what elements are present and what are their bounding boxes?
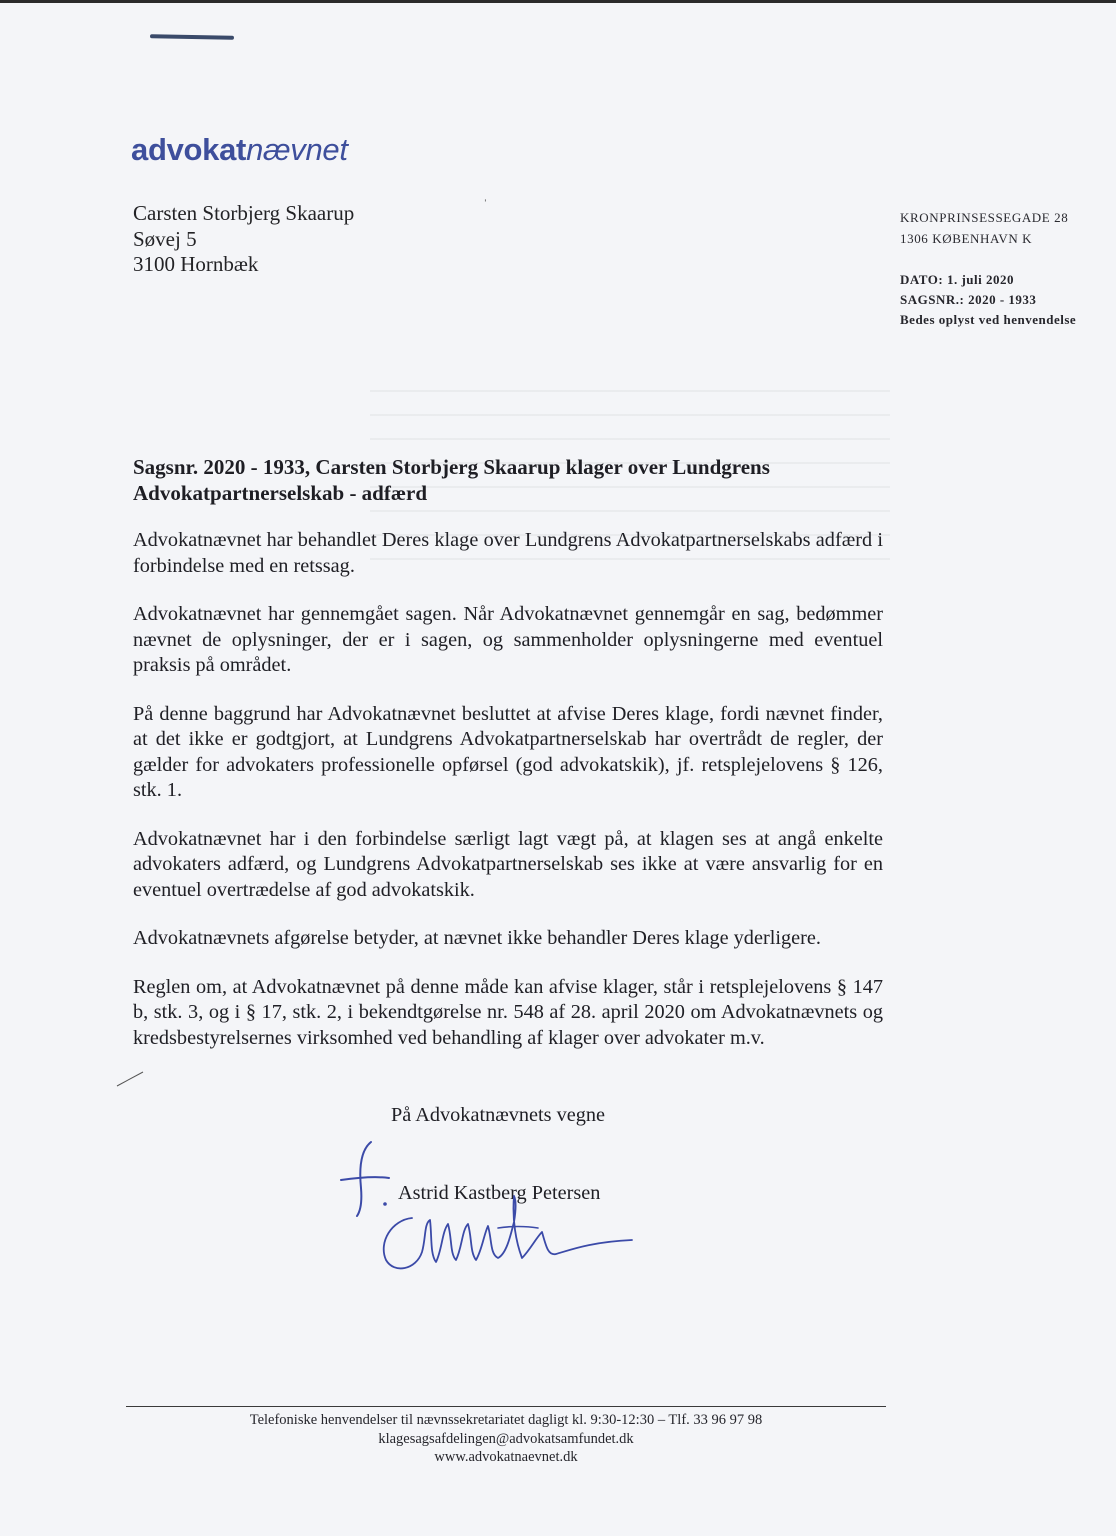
handwritten-signature (370, 1180, 640, 1290)
scan-mark (150, 34, 234, 39)
recipient-street: Søvej 5 (133, 226, 197, 251)
subject-line-1: Sagsnr. 2020 - 1933, Carsten Storbjerg Skaarup klager over Lundgrens (133, 455, 770, 479)
body-paragraph: Advokatnævnet har i den forbindelse særligt lagt vægt på, at klagen ses at angå enkelte advokaters adfærd, og Lundgrens Advokatpartnerselskab ses ikke at være ansvarlig for en eventuel overtrædelse af god advokatskik. (133, 827, 883, 901)
reference-note: Bedes oplyst ved henvendelse (900, 312, 1077, 327)
letter-date: DATO: 1. juli 2020 (900, 272, 1014, 287)
footer-rule (126, 1406, 886, 1407)
letter-body (133, 528, 883, 1074)
recipient-address (133, 201, 354, 278)
letter-subject (133, 455, 833, 506)
footer (126, 1411, 886, 1467)
logo-part-italic: nævnet (246, 132, 348, 167)
footer-website: www.advokatnaevnet.dk (434, 1449, 578, 1465)
sender-street: KRONPRINSESSEGADE 28 (900, 210, 1069, 225)
footer-phone-line: Telefoniske henvendelser til nævnssekretariatet dagligt kl. 9:30-12:30 – Tlf. 33 96 97 98 (249, 1412, 763, 1428)
signer-name: Astrid Kastberg Petersen (398, 1182, 601, 1204)
scan-top-edge (0, 0, 1116, 3)
body-paragraph: Advokatnævnet har behandlet Deres klage over Lundgrens Advokatpartnerselskabs adfærd i forbindelse med en retssag. (133, 529, 883, 577)
body-paragraph: Reglen om, at Advokatnævnet på denne måde kan afvise klager, står i retsplejelovens § 147 b, stk. 3, og i § 17, stk. 2, i bekendtgørelse nr. 548 af 28. april 2020 om Advokatnævnets og kredsbestyrelsernes virksomhed ved behandling af klager over advokater m.v. (133, 975, 883, 1049)
case-number: SAGSNR.: 2020 - 1933 (900, 292, 1037, 307)
sender-address (900, 207, 1068, 249)
footer-email: klagesagsafdelingen@advokatsamfundet.dk (378, 1430, 634, 1447)
logo-part-bold: advokat (131, 132, 247, 167)
body-paragraph: Advokatnævnet har gennemgået sagen. Når Advokatnævnet gennemgår en sag, bedømmer nævnet de oplysninger, der er i sagen, og sammenholder oplysningerne med eventuel praksis på området. (133, 603, 883, 676)
recipient-name: Carsten Storbjerg Skaarup (133, 201, 355, 225)
body-paragraph: På denne baggrund har Advokatnævnet besluttet at afvise Deres klage, fordi nævnet finder, at det ikke er godtgjort, at Lundgrens Advokatpartnerselskab har overtrådt de regler, der gælder for advokaters professionelle opførsel (god advokatskik), jf. retsplejelovens § 126, stk. 1. (133, 702, 883, 801)
pen-scratch (115, 1068, 145, 1088)
recipient-city: 3100 Hornbæk (133, 252, 259, 276)
closing-line: På Advokatnævnets vegne (391, 1104, 606, 1126)
advokatnaevnet-logo (131, 132, 348, 168)
sender-city: 1306 KØBENHAVN K (900, 231, 1033, 246)
subject-line-2: Advokatpartnerselskab - adfærd (133, 480, 428, 505)
case-meta (900, 270, 1076, 330)
body-paragraph: Advokatnævnets afgørelse betyder, at nævnet ikke behandler Deres klage yderligere. (133, 927, 821, 949)
stray-mark: ˈ (483, 198, 488, 213)
